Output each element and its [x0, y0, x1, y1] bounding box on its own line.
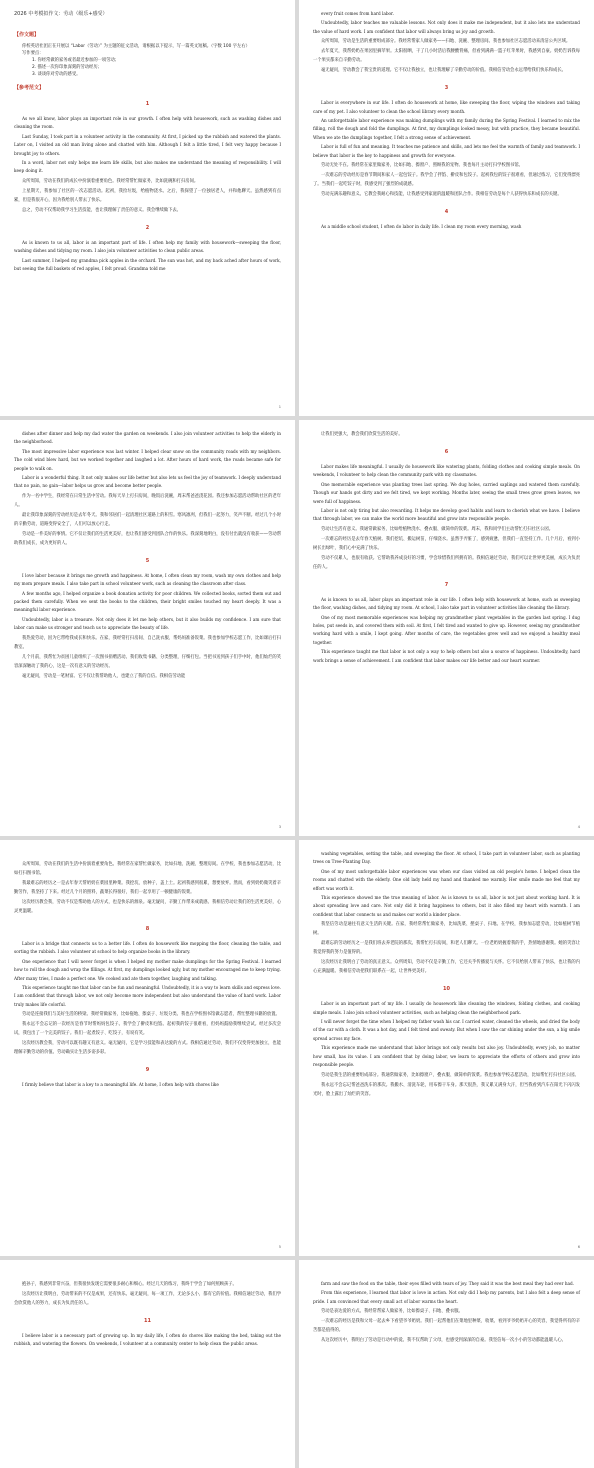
chinese-paragraph: 作为一名中学生，我经常在日常生活中劳动。我每天早上打扫房间，晚饭后洗碗，周末帮爸爸浇花园。我还参加志愿活动帮助社区的老年人。 — [14, 493, 281, 508]
essay-number: 2 — [145, 224, 150, 231]
chinese-paragraph: 从这次经历中，我明白了劳动是行动中的爱。我不仅帮助了父母，也感受到深深的自豪。我坚信每一次小小的劳动都能温暖人心。 — [321, 1338, 566, 1344]
hint-item: 2. 描述一次你印象深刻的劳动经历； — [32, 65, 102, 70]
page-8 — [299, 1260, 594, 1468]
english-paragraph: As a middle school student, I often do labor in daily life. I clean my room every morning, wash — [321, 224, 522, 230]
english-paragraph: I love labor because it brings me growth and happiness. At home, I often clean my room, wash my own clothes and help my mom prepare meals. I also take part in school volunteer work, such as cleaning the classroom after class. — [14, 572, 281, 587]
chinese-paragraph: 毫无疑问，劳动是一笔财富。它不仅让我帮助他人，也建立了我的自信。我相信劳动能 — [22, 673, 186, 679]
chinese-paragraph: 劳动让生活有意义。我通常做家务，比如给植物浇水、叠衣服、做简单的饭菜。周末，我和同学们主动帮忙打扫社区公园。 — [321, 526, 554, 532]
sample-essays-tag: 【参考范文】 — [14, 85, 45, 91]
english-paragraph: Labor is everywhere in our life. I often do housework at home, like sweeping the floor, wiping the windows and taking care of my pet. I also volunteer to clean the school library every month. — [313, 100, 580, 114]
essay-number: 8 — [145, 926, 150, 932]
chinese-paragraph: 去年夏天，我帮奶奶在果园里摘苹果。太阳很晒，干了几小时活后我腰酸背痛，但看到满满一篮子红苹果时，我感到自豪。奶奶告诉我每一个果实都来自辛勤劳动。 — [313, 49, 580, 64]
english-paragraph: Undoubtedly, labor teaches me valuable lessons. Not only does it make me independent, but it also lets me understand the value of hard work. I am confident that labor will always bring us joy and growth. — [313, 20, 580, 34]
chinese-paragraph: 劳动不仅累人，也很有收获。它帮助我养成良好的习惯，学会珍惜我们所拥有的。我相信通过劳动，我们可以让世界更美丽，成长为负责任的人。 — [313, 555, 580, 570]
english-paragraph: As we all know, labor plays an important role in our growth. I often help with housework, such as washing dishes and cleaning the room. — [14, 116, 281, 130]
page-body — [313, 10, 580, 231]
english-paragraph: I firmly believe that labor is a key to a meaningful life. At home, I often help with chores like — [22, 1082, 219, 1088]
page-number: 4 — [577, 825, 580, 829]
essay-number: 4 — [444, 209, 449, 216]
chinese-paragraph: 这次经历让我明白，劳动带来的不仅是成果，还有快乐。毫无疑问，每一项工作，无论多么小，都有它的价值。我相信通过劳动，我们学会欣赏他人的努力，成长为负责任的人。 — [14, 1292, 281, 1306]
chinese-paragraph: 毫无疑问，劳动教会了我宝贵的道理。它不仅让我独立，也让我理解了辛勤劳动的价值。我相信劳动会永远带给我们快乐和成长。 — [321, 68, 566, 74]
english-paragraph: This experience taught me that labor is not only a way to help others but also a source of happiness. Undoubtedly, hard work brings a sense of achievement. I am confident that labor makes our life better and our heart warmer. — [313, 649, 580, 663]
page-body — [14, 1280, 281, 1349]
essay-number: 10 — [443, 986, 450, 993]
chinese-paragraph: 几个月前，我帮忙为贫困儿童组织了一次图书捐赠活动。我们收集书籍、分类整理，仔细打包。当把书送到孩子们手中时，他们灿烂的笑容深深触动了我的心，这是一次有意义的劳动经历。 — [14, 654, 281, 669]
chinese-paragraph: 劳动是连接我们与美好生活的桥梁。我经常做家务，比如拖地、擦桌子、垃圾分类。我也在学校图书馆做志愿者，帮忙整理书籍的放置。 — [22, 1012, 280, 1018]
chinese-paragraph: 最让我印象深刻的劳动经历是去年冬天。我和邻居们一起清理社区道路上的积雪。寒风凛冽，但我们一起努力，笑声不断。经过几个小时的辛勤劳动，道路变得安全了，人们可以放心行走。 — [14, 512, 281, 527]
english-paragraph: I will never forget the time when I helped my father wash his car. I carried water, cleaned the wheels, and dried the body of the car with a cloth. It was a hot day, and I felt tired and sweaty. But when I saw the car shining under the sun, a big smile spread across my face. — [313, 1019, 580, 1041]
english-paragraph: As is known to us all, labor is an important part of life. I often help my family with housework—sweeping the floor, washing dishes and tidying my room. I also join volunteer activities to clean public areas. — [14, 239, 281, 254]
page-1 — [0, 0, 295, 416]
chinese-paragraph: 最难忘的劳动经历之一是我们班去养老院的那次。我帮忙打扫房间，和老人们聊天。一位老奶奶握着我的手，热情地感谢我。她的笑容让我觉得我的努力是值得的。 — [313, 941, 580, 956]
chinese-paragraph: 这次经历教会我，劳动可以既有趣又有意义。毫无疑问，它是学习技能和表达爱的方式。我相信通过劳动，我们不仅变得更加独立，也能理解辛勤劳动的价值。劳动确实让生活多姿多彩。 — [14, 1041, 281, 1056]
chinese-paragraph: 劳动是表达爱的方式。我经常帮家人做家务，比如擦桌子、扫地、叠衣服。 — [321, 1309, 463, 1315]
english-paragraph: dishes after dinner and help my dad water the garden on weekends. I also join volunteer activities to help the elderly in the neighborhood. — [14, 431, 281, 445]
essay-number: 5 — [145, 557, 150, 564]
english-paragraph: The most impressive labor experience was last winter. I helped clear snow on the community roads with my neighbors. The cold wind blew hard, but we worked together and laughed a lot. After hours of hard work, the roads became safe for people to walk on. — [14, 448, 281, 471]
chinese-paragraph: 一次难忘的经历是去年春天植树。我们挖坑、搬运树苗，仔细浇水。虽然手弄脏了，感到疲惫，但我们一直坚持工作。几个月后，看到小树长出绿叶，我们心中充满了快乐。 — [313, 536, 580, 551]
english-paragraph: This experience made me understand that labor brings not only results but also joy. Undoubtedly, every job, no matter how small, has its value. I am confident that by doing labor, we learn to appreciate the efforts of others and grow into responsible people. — [313, 1045, 580, 1068]
page-number: 5 — [278, 1245, 281, 1249]
hint-item: 1. 你经常做的家务或者最近参加的一项劳动； — [32, 58, 120, 63]
chinese-paragraph: 抱孙子，我感到非常兴奋，但我很快发现它需要很多耐心和细心。经过几天的练习，我终于学会了如何照顾孩子。 — [22, 1282, 237, 1287]
chinese-paragraph: 让我们更强大，教会我们欣赏生活的美好。 — [321, 432, 403, 437]
english-paragraph: This experience showed me the true meaning of labor. As is known to us all, labor is not just about working hard. It is about spreading love and care. Not only did it bring happiness to others, but it also filled my heart with warmth. I am confident that labor connects us and makes our world a kinder place. — [313, 895, 580, 917]
page-2 — [299, 0, 594, 416]
english-paragraph: One memorable experience was planting trees last spring. We dug holes, carried saplings and watered them carefully. Though our hands got dirty and we felt tired, we kept working. Months later, seeing the small trees grow green leaves, we were full of happiness. — [313, 481, 580, 504]
english-paragraph: Undoubtedly, labor is a treasure. Not only does it let me help others, but it also builds my confidence. I am sure that labor can make us stronger and teach us to appreciate the beauty of life. — [14, 616, 281, 631]
english-paragraph: Last Sunday, I took part in a volunteer activity in the community. At first, I picked up the rubbish and watered the plants. Later on, I visited an old man living alone and chatted with him. Although I felt a little tired, I felt very happy because I brought joy to others. — [14, 133, 281, 156]
essay-number: 1 — [145, 101, 150, 107]
page-body — [313, 430, 580, 665]
english-paragraph: One of my most memorable experiences was helping my grandmother plant vegetables in the garden last spring. I dug holes, put seeds in, and covered them with soil. At first, I felt tired and wanted to give up. However, seeing my grandmother working hard with a smile, I kept going. After months of care, the vegetables grew well and we enjoyed a healthy meal together. — [313, 614, 580, 645]
english-paragraph: From this experience, I learned that labor is love in action. Not only did I help my parents, but I also felt a deep sense of pride. I am convinced that every small act of labor warms the heart. — [313, 1290, 580, 1304]
english-paragraph: Labor is a wonderful thing. It not only makes our life better but also lets us feel the joy of teamwork. I deeply understand that no pain, no gain—labor helps us grow and become better people. — [14, 475, 281, 489]
chinese-paragraph: 一次难忘的经历是我和父母一起去乡下看望爷爷奶奶。我们一起帮他们在菜地里种菜、收菜。看到爷爷奶奶开心的笑容，我觉得所有的辛苦都是值得的。 — [313, 1319, 580, 1334]
english-paragraph: As is known to us all, labor plays an important role in our life. I often help with housework at home, such as sweeping the floor, washing dishes, and tidying my room. At school, I also take part in volunteer activities like cleaning the library. — [313, 596, 580, 611]
page-body — [14, 860, 281, 1090]
chinese-paragraph: 上星期天，我参加了社区的一次志愿活动。起初，我捡垃圾，给植物浇水。之后，我探望了一位独居老人，并和他聊天。虽然感到有点累，但是我很开心，因为我给别人带去了快乐。 — [14, 188, 281, 203]
page-number: 6 — [577, 1245, 580, 1249]
english-paragraph: Labor makes life meaningful. I usually do housework like watering plants, folding clothes and cooking simple meals. On weekends, I volunteer to help clean the community park with my classmates. — [313, 464, 580, 478]
english-paragraph: One experience that I will never forget is when I helped my mother make dumplings for the Spring Festival. I learned how to roll the dough and wrap the fillings. At first, my dumplings looked ugly, but my mother encouraged me to keep trying. After many tries, I made a perfect one. We cooked and ate them together, laughing and talking. — [14, 958, 281, 981]
essay-number: 3 — [444, 85, 449, 92]
essay-number: 11 — [144, 1318, 151, 1324]
english-paragraph: farm and saw the food on the table, their eyes filled with tears of joy. They said it was the best meal they had ever had. — [321, 1281, 575, 1286]
english-paragraph: Labor is not only tiring but also rewarding. It helps me develop good habits and learn to cherish what we have. I believe that through labor, we can make the world more beautiful and grow into responsible people. — [313, 508, 580, 522]
chinese-paragraph: 劳动是我生活的重要组成部分。我通常做家务，比如擦窗户、叠衣服、做简单的饭菜。我也参加学校志愿活动，比如帮忙打扫社区公园。 — [321, 1072, 579, 1078]
chinese-paragraph: 我永远不会忘记帮爸爸洗车的那次。我搬水、清洗车轮，用布擦干车身。那天很热，我又累又满身大汗，但当我看到汽车在阳光下闪闪发光时，脸上露出了灿烂的笑容。 — [313, 1082, 580, 1097]
chinese-paragraph: 我最难忘的经历之一是去年春天帮奶奶在菜园里种菜。我挖坑、放种子，盖上土。起初我感到很累，想要放弃。然而，看到奶奶微笑着辛勤劳作，我坚持了下来。经过几个月的照料，蔬菜长得很好，我们一起享用了一顿健康的饭菜。 — [14, 881, 281, 895]
chinese-paragraph: 这次经历教会我，劳动不仅是帮助他人的方式，也是快乐的源泉。毫无疑问，辛勤工作带来成就感。我相信劳动让我们的生活更美好，心灵更温暖。 — [14, 900, 281, 914]
chinese-paragraph: 劳动充满乐趣和意义。它教会我耐心和技能，让我感受到家庭的温暖和团队合作。我相信劳动是每个人获得快乐和成长的关键。 — [321, 192, 562, 198]
english-paragraph: Labor is an important part of my life. I usually do housework like cleaning the windows, folding clothes, and cooking simple meals. I also join school volunteer activities, such as helping clean the neighborhood park. — [313, 1001, 580, 1015]
chinese-paragraph: 这次经历让我明白了劳动的真正意义。众所周知，劳动不仅是辛勤工作，它还关乎传播爱与关怀。它不仅给别人带来了快乐，也让我的内心充满温暖。我相信劳动把我们联系在一起，让世界更美好。 — [313, 960, 580, 975]
essay-number: 6 — [444, 449, 449, 455]
chinese-paragraph: 劳动是一件美好的事情。它不仅让我们的生活更美好，也让我们感受到团队合作的快乐。我深刻地明白，没有付出就没有收获——劳动帮助我们成长，成为更好的人。 — [14, 531, 281, 546]
chinese-paragraph: 一次难忘的劳动经历是春节期间和家人一起包饺子。我学会了拌馅、擀皮和包饺子。起初我包的饺子很难看，但通过练习，它们变得漂亮了。当我们一起吃饺子时，我感受到了强烈的成就感。 — [313, 173, 580, 188]
chinese-paragraph: 我热爱劳动，因为它带给我成长和快乐。在家，我经常打扫房间、自己洗衣服、帮妈妈准备饭菜。我也参加学校志愿工作，比如课后打扫教室。 — [14, 635, 281, 650]
hints-heading: 写作要点： — [22, 51, 44, 56]
page-number: 3 — [278, 825, 281, 829]
page-6 — [299, 840, 594, 1256]
chinese-paragraph: 我永远不会忘记的一次经历是春节时帮妈妈包饺子。我学会了擀皮和包馅。起初我的饺子很难看，但妈妈鼓励我继续尝试。经过多次尝试，我包出了一个完美的饺子。我们一起煮饺子、吃饺子，有说有笑。 — [14, 1022, 281, 1037]
english-paragraph: One of my most unforgettable labor experiences was when our class visited an old people's home. I helped clean the rooms and chatted with the elderly. One old lady held my hand and thanked me warmly. Her smile made me feel that my effort was worth it. — [313, 868, 580, 891]
chinese-paragraph: 总之，劳动不仅帮助我学习生活技能，也让我理解了责任的意义。我会继续做下去。 — [22, 207, 181, 213]
chinese-paragraph: 众所周知，劳动是生活的重要组成部分。我经常帮家人做家务——扫地、洗碗、整理房间。我也参加社区志愿活动来清洁公共区域。 — [321, 39, 571, 45]
chinese-paragraph: 众所周知，劳动在我们的生活中扮演着重要角色。我经常在家帮忙做家务，比如扫地、洗碗、整理房间。在学校，我也参加志愿活动，比如打扫图书馆。 — [14, 862, 281, 876]
hint-item: 3. 谈谈你对劳动的感受。 — [32, 72, 81, 77]
page-3 — [0, 420, 295, 836]
essay-prompt-tag: 【作文题】 — [14, 32, 40, 38]
english-paragraph: An unforgettable labor experience was making dumplings with my family during the Spring Festival. I learned to mix the filling, roll the dough and fold the dumplings. At first, my dumplings looked messy, but with practice, they became beautiful. When we ate the dumplings together, I felt a strong sense of achievement. — [313, 118, 580, 140]
page-7 — [0, 1260, 295, 1468]
essay-number: 9 — [145, 1067, 150, 1074]
chinese-paragraph: 我坚信劳动是通往有意义生活的关键。在家，我经常帮忙做家务，比如洗菜、摆桌子、扫地。在学校，我参加志愿劳动，比如植树节植树。 — [313, 922, 580, 937]
english-paragraph: every fruit comes from hard labor. — [321, 11, 394, 16]
page-4 — [299, 420, 594, 836]
page-number: 1 — [278, 405, 281, 409]
page-body — [14, 101, 281, 273]
english-paragraph: In a word, labor not only helps me learn life skills, but also makes me understand the meaning of responsibility. I will keep doing it. — [14, 160, 281, 174]
chinese-paragraph: 劳动无处不在。我经常在家里做家务，比如扫地、擦窗户、照顾我的宠物。我也每月主动打扫学校图书馆。 — [321, 163, 523, 169]
english-paragraph: I believe labor is a necessary part of growing up. In my daily life, I often do chores like making the bed, taking out the rubbish, and watering the flowers. On weekends, I volunteer at a community center to help clean the public areas. — [14, 1333, 281, 1347]
english-paragraph: Last summer, I helped my grandma pick apples in the orchard. The sun was hot, and my back ached after hours of work, but seeing the full baskets of red apples, I felt proud. Grandma told me — [14, 257, 281, 272]
english-paragraph: washing vegetables, setting the table, and sweeping the floor. At school, I take part in volunteer labor, such as planting trees on Tree-Planting Day. — [313, 851, 580, 865]
essay-number: 7 — [444, 581, 449, 588]
chinese-paragraph: 众所周知，劳动在我们的成长中扮演着重要角色。我经常帮忙做家务，比如洗碗和打扫房间。 — [22, 178, 199, 184]
essay-instructions: 你校英语社团正在开展以 “Labor（劳动）” 为主题的征文活动，请根据以下提示，写一篇英文短稿。（字数 100 字左右） — [22, 44, 250, 49]
english-paragraph: Labor is full of fun and meaning. It teaches me patience and skills, and lets me feel the warmth of family and teamwork. I believe that labor is the key to happiness and growth for everyone. — [313, 144, 580, 158]
english-paragraph: A few months ago, I helped organize a book donation activity for poor children. We collected books, sorted them out and packed them carefully. When we sent the books to the children, their bright smiles touched my heart deeply. It was a meaningful labor experience. — [14, 590, 281, 613]
english-paragraph: Labor is a bridge that connects us to a better life. I often do housework like mopping the floor, cleaning the table, and sorting the rubbish. I also volunteer at school to help organize books in the library. — [14, 941, 281, 955]
page-5 — [0, 840, 295, 1256]
page-body — [313, 1280, 580, 1345]
english-paragraph: This experience taught me that labor can be fun and meaningful. Undoubtedly, it is a way to learn skills and express love. I am confident that through labor, we not only become more independent but also understand the value of hard work. Labor truly makes life colorful. — [14, 985, 281, 1007]
document-title: 2026 中考模拟作文：劳动（级乐+感受） — [14, 11, 108, 17]
page-body — [14, 430, 281, 681]
page-body — [313, 850, 580, 1099]
